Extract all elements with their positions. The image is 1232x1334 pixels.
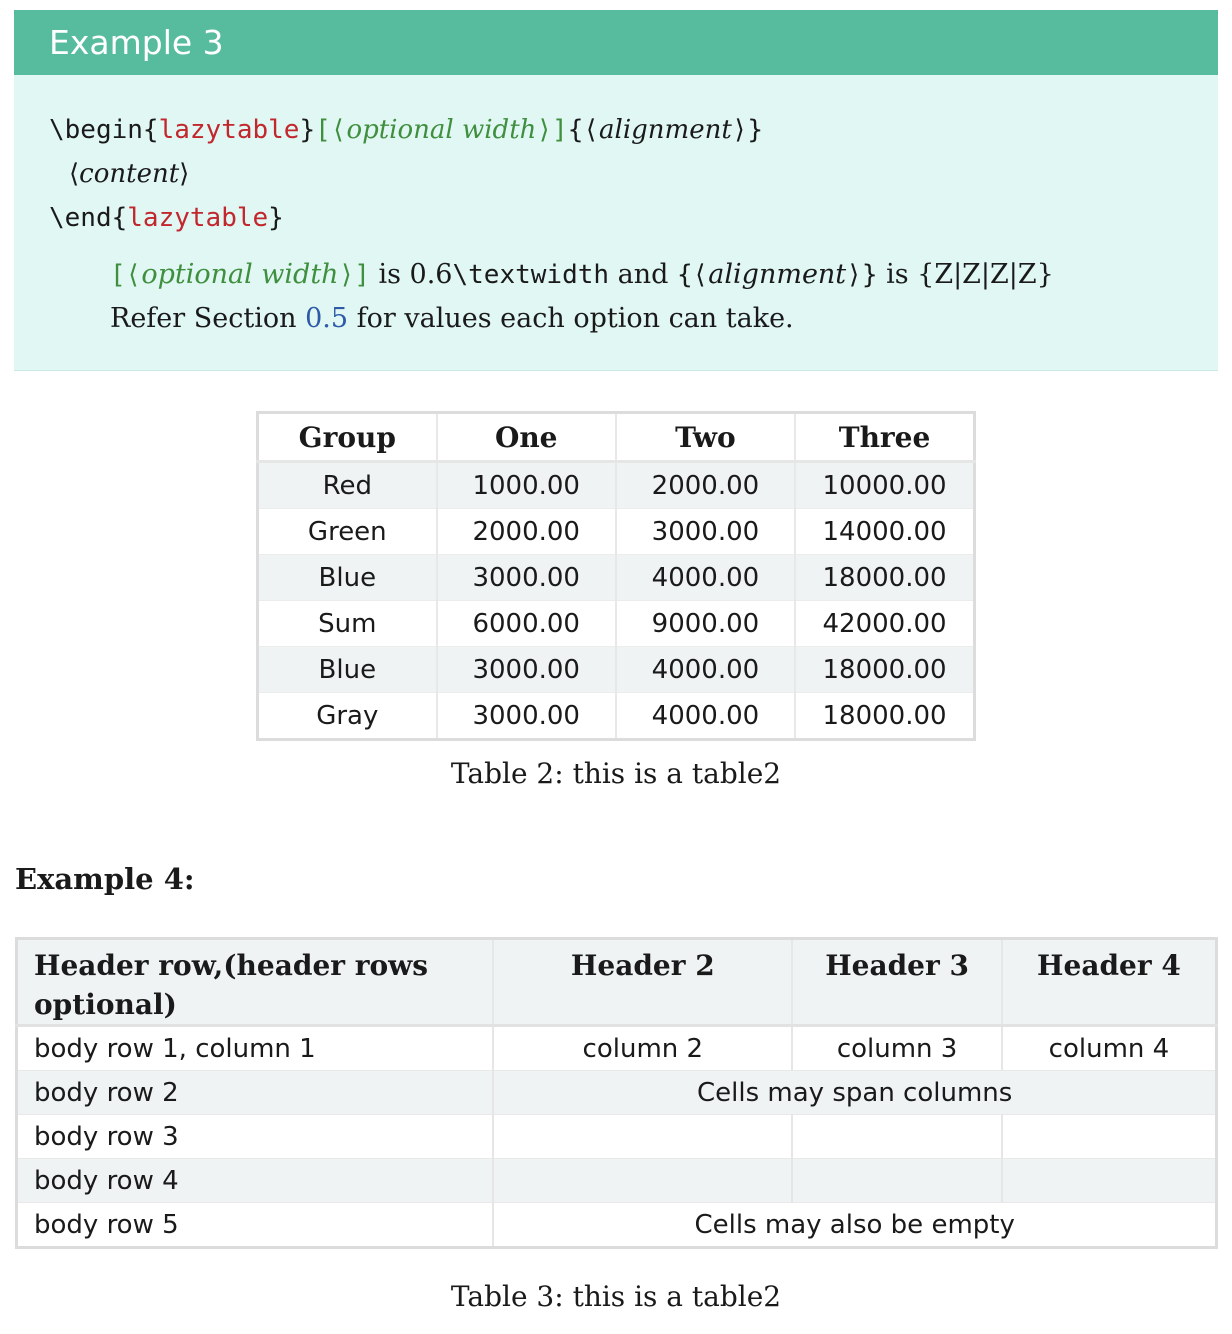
note-is-1: is 0.6 xyxy=(369,259,453,290)
table-row xyxy=(258,555,975,601)
table-2 xyxy=(256,411,976,741)
example-box xyxy=(14,10,1218,371)
header-row-label: Header row,(header rows optional) xyxy=(17,939,494,1026)
table-cell: body row 3 xyxy=(17,1115,494,1159)
example-title: Example 3 xyxy=(14,10,1218,75)
example-4-label: Example 4: xyxy=(15,862,195,896)
table-row xyxy=(17,1026,1217,1071)
opt-close: ⟩] xyxy=(536,115,568,145)
header-group: Group xyxy=(258,413,437,462)
table-row xyxy=(258,601,975,647)
table-cell: 1000.00 xyxy=(437,462,616,509)
opt-open: [⟨ xyxy=(315,115,347,145)
table-cell: 3000.00 xyxy=(616,509,795,555)
note-is-2: is xyxy=(877,259,918,290)
header-3: Header 3 xyxy=(792,939,1002,1026)
table-cell: 2000.00 xyxy=(616,462,795,509)
align-open: {⟨ xyxy=(567,115,600,145)
header-2: Header 2 xyxy=(493,939,792,1026)
header-4: Header 4 xyxy=(1002,939,1217,1026)
table-cell: 18000.00 xyxy=(795,647,974,693)
table-cell: 42000.00 xyxy=(795,601,974,647)
table-row xyxy=(17,1071,1217,1115)
empty-cell xyxy=(1002,1159,1217,1203)
table-3-caption: Table 3: this is a table2 xyxy=(450,1280,782,1313)
empty-cell xyxy=(792,1159,1002,1203)
table-cell: Red xyxy=(258,462,437,509)
table-row xyxy=(258,509,975,555)
table-2-caption: Table 2: this is a table2 xyxy=(450,757,782,790)
table-cell: 6000.00 xyxy=(437,601,616,647)
content-close: ⟩ xyxy=(179,159,190,189)
note2-before: Refer Section xyxy=(110,303,306,334)
header-three: Three xyxy=(795,413,974,462)
table-cell: 3000.00 xyxy=(437,693,616,740)
note-align-open: {⟨ xyxy=(676,260,709,290)
note-align-arg: alignment xyxy=(708,259,847,290)
table-cell: 4000.00 xyxy=(616,693,795,740)
table-cell: 9000.00 xyxy=(616,601,795,647)
end-command: \end{ xyxy=(49,203,128,233)
align-close: ⟩} xyxy=(731,115,764,145)
table-cell: Blue xyxy=(258,555,437,601)
header-two: Two xyxy=(616,413,795,462)
table-cell: column 4 xyxy=(1002,1026,1217,1071)
table-2-header-row xyxy=(258,413,975,462)
end-close-brace: } xyxy=(268,203,284,233)
table-row xyxy=(17,1203,1217,1248)
table-cell: body row 1, column 1 xyxy=(17,1026,494,1071)
note-opt-open: [⟨ xyxy=(110,260,142,290)
table-3 xyxy=(15,937,1218,1249)
table-row xyxy=(258,462,975,509)
table-cell: Gray xyxy=(258,693,437,740)
align-arg: alignment xyxy=(599,115,732,145)
table-cell: Blue xyxy=(258,647,437,693)
note-textwidth: \textwidth xyxy=(452,260,610,290)
note-value: {Z|Z|Z|Z} xyxy=(917,259,1054,290)
note-line-2 xyxy=(110,303,794,334)
table-cell: 18000.00 xyxy=(795,693,974,740)
table-cell: 10000.00 xyxy=(795,462,974,509)
table-cell: 3000.00 xyxy=(437,647,616,693)
table-cell: body row 5 xyxy=(17,1203,494,1248)
end-env-name: lazytable xyxy=(127,203,269,233)
opt-arg: optional width xyxy=(346,115,537,145)
close-brace: } xyxy=(299,115,316,145)
header-one: One xyxy=(437,413,616,462)
table-cell: body row 4 xyxy=(17,1159,494,1203)
table-row xyxy=(258,693,975,740)
table-cell: column 3 xyxy=(792,1026,1002,1071)
table-cell: 14000.00 xyxy=(795,509,974,555)
note-opt-arg: optional width xyxy=(141,259,339,290)
note-and: and xyxy=(609,259,677,290)
code-content-line xyxy=(69,159,189,189)
empty-cell xyxy=(1002,1115,1217,1159)
empty-cell xyxy=(493,1115,792,1159)
content-open: ⟨ xyxy=(69,159,80,189)
table-cell: column 2 xyxy=(493,1026,792,1071)
table-cell: 18000.00 xyxy=(795,555,974,601)
table-cell: 3000.00 xyxy=(437,555,616,601)
code-end-line xyxy=(49,203,284,233)
table-cell: body row 2 xyxy=(17,1071,494,1115)
table-cell: 4000.00 xyxy=(616,647,795,693)
table-cell: 4000.00 xyxy=(616,555,795,601)
empty-cell xyxy=(493,1159,792,1203)
table-cell: Sum xyxy=(258,601,437,647)
content-arg: content xyxy=(79,159,180,189)
table-row xyxy=(17,1115,1217,1159)
begin-command: \begin{ xyxy=(49,115,159,145)
spanning-cell: Cells may span columns xyxy=(493,1071,1216,1115)
table-row xyxy=(258,647,975,693)
code-begin-line xyxy=(49,115,763,145)
empty-cell xyxy=(792,1115,1002,1159)
table-cell: 2000.00 xyxy=(437,509,616,555)
note-line-1 xyxy=(110,259,1054,290)
note-opt-close: ⟩] xyxy=(338,260,370,290)
note-align-close: ⟩} xyxy=(846,260,878,290)
section-ref-link[interactable]: 0.5 xyxy=(305,303,349,334)
env-name: lazytable xyxy=(158,115,300,145)
spanning-cell: Cells may also be empty xyxy=(493,1203,1216,1248)
note2-after: for values each option can take. xyxy=(348,303,794,334)
table-row xyxy=(17,1159,1217,1203)
table-cell: Green xyxy=(258,509,437,555)
table-3-header-row xyxy=(17,939,1217,1026)
